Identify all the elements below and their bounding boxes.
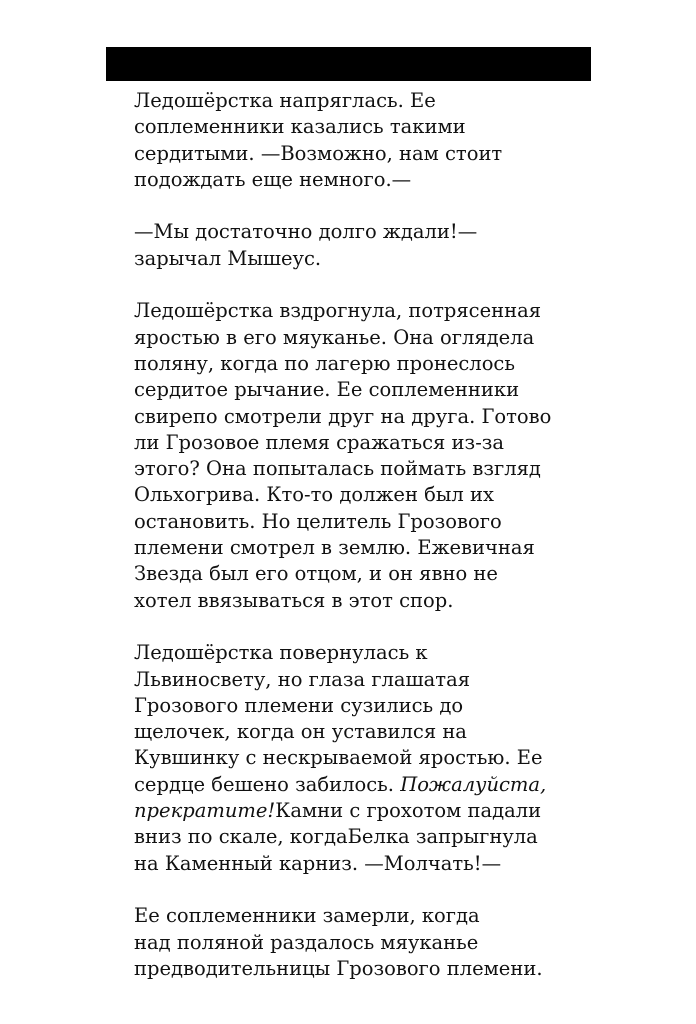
text-line: племени смотрел в землю. Ежевичная [134, 536, 535, 560]
text-line: хотел ввязываться в этот спор. [134, 588, 454, 612]
paragraph-2 [134, 219, 574, 272]
text-line: Ледошёрстка повернулась к [134, 641, 428, 665]
text-line: соплеменники казались такими [134, 115, 466, 139]
text-line: Львиносвету, но глаза глашатая [134, 667, 471, 691]
text-line: Звезда был его отцом, и он явно не [134, 562, 498, 586]
text-line: Грозового племени сузились до [134, 693, 464, 717]
text-line: Ледошёрстка вздрогнула, потрясенная [134, 299, 542, 323]
paragraph-5 [134, 903, 574, 982]
redaction-bar [106, 47, 591, 81]
text-line: поляну, когда по лагерю пронеслось [134, 351, 515, 375]
text-line: Кувшинку с нескрываемой яростью. Ее [134, 746, 543, 770]
text-line: яростью в его мяуканье. Она оглядела [134, 325, 535, 349]
text-line: Ольхогрива. Кто-то должен был их [134, 483, 495, 507]
text-line-mixed [134, 772, 574, 798]
text-line: остановить. Но целитель Грозового [134, 509, 502, 533]
emphasis-text: Пожалуйста, [400, 772, 547, 796]
book-page-text [134, 88, 574, 1008]
text-line: над поляной раздалось мяуканье [134, 930, 479, 954]
text-run: сердце бешено забилось. [134, 772, 401, 796]
paragraph-3 [134, 298, 574, 614]
text-run: Камни с грохотом падали [275, 799, 542, 823]
text-line: сердитыми. —Возможно, нам стоит [134, 141, 503, 165]
text-line: щелочек, когда он уставился на [134, 720, 467, 744]
text-line: Ледошёрстка напряглась. Ее [134, 89, 436, 112]
emphasis-text: прекратите! [134, 799, 276, 823]
text-line: свирепо смотрели друг на друга. Готово [134, 404, 552, 428]
text-line: вниз по скале, когдаБелка запрыгнула [134, 825, 538, 849]
text-line: этого? Она попыталась поймать взгляд [134, 457, 541, 481]
text-line: ли Грозовое племя сражаться из-за [134, 430, 505, 454]
text-line: подождать еще немного.— [134, 167, 412, 191]
text-line: сердитое рычание. Ее соплеменники [134, 378, 520, 402]
text-line: —Мы достаточно долго ждали!— [134, 220, 478, 244]
text-line-mixed [134, 798, 574, 824]
paragraph-4 [134, 640, 574, 877]
text-line: предводительницы Грозового племени. [134, 956, 543, 980]
text-line: зарычал Мышеус. [134, 246, 322, 270]
text-line: Ее соплеменники замерли, когда [134, 904, 480, 928]
text-line: на Каменный карниз. —Молчать!— [134, 851, 502, 875]
paragraph-1 [134, 88, 574, 193]
